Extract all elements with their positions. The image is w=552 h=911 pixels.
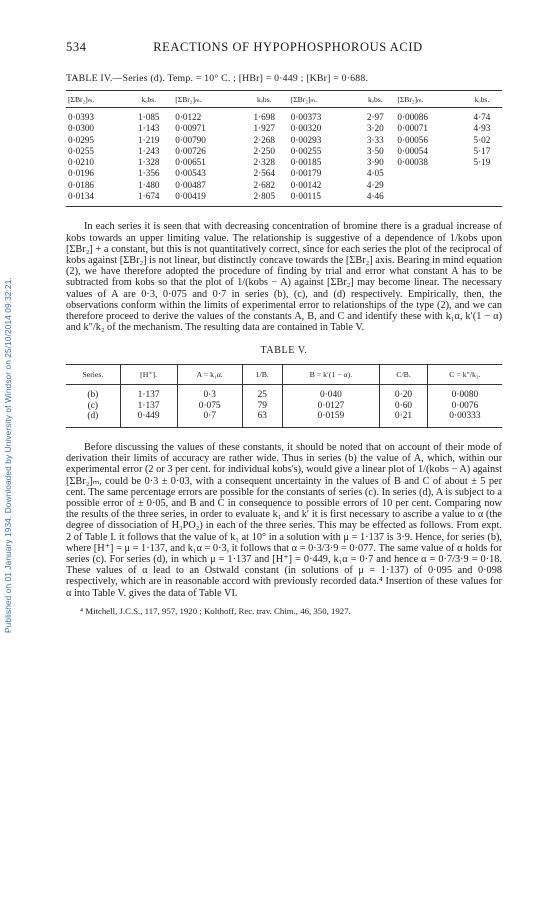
table-cell: 3·20 [366,123,384,134]
table-cell: 1·480 [138,179,160,190]
footnote: ⁴ Mitchell, J.C.S., 117, 957, 1920 ; Kolthoff, Rec. trav. Chim., 46, 350, 1927. [80,605,351,616]
table-cell: 0·0076 [427,401,502,412]
table-row [66,385,502,401]
table-cell: 1·085 [138,112,160,122]
table-cell: 0·00255 [290,145,322,156]
table-cell: 4·29 [366,179,384,190]
table-cell: 2·268 [253,134,275,145]
table-cell: 0·00971 [175,123,206,134]
table-cell: (b) [87,390,99,401]
page-content [66,40,502,616]
table-cell: 3·50 [366,145,384,156]
table-row [66,401,502,412]
table-cell: 0·075 [177,401,242,412]
table-cell: 0·00185 [290,157,322,168]
table-cell: 0·0295 [68,134,95,145]
table-cell: 1·698 [253,112,275,122]
table-cell: 0·3 [177,385,242,401]
table-cell: 0·00142 [290,179,322,190]
table-cell: 2·682 [253,179,275,190]
table-cell: 1·137 [120,401,177,412]
column-header: kₒbs. [462,91,502,108]
table-row [66,411,502,427]
column-header: kₒbs. [240,91,289,108]
table-cell: 4·93 [473,123,491,134]
table-cell: 0·00373 [290,112,322,122]
page-number: 534 [66,40,87,54]
body-paragraph-2: Before discussing the values of these constants, it should be noted that on account of their mode of derivation their limits of accuracy are rather wide. Thus in series (b) the value of A, which, within our experimental error (2 or 3 per cent. for individual kobs's), would give a linear plot of 1/(kobs − A) against [ΣBr₂]ₘ, could be 0·3 ± 0·03, with a consequent uncertainty in the values of B and C of about ± 5 per cent. The same percentage errors are possible for the constants of series (c). In series (d), A is subject to a possible error of ± 0·05, and B and C in consequence to possible errors of 10 per cent. Comparing now the results of the three series, in order to evaluate k₁ and k′ it is first necessary to ascribe a value to α (the degree of dissociation of H₃PO₂) in each of the three series. This may be effected as follows. From expt. 2 of Table I. it follows that the value of k₁ at 10° in a solution with μ = 1·137 is 3·9. Hence, for series (b), where [H⁺] = μ = 1·137, and k₁α = 0·3, it follows that α = 0·3/3·9 = 0·077. The same value of α holds for series (c). For series (d), in which μ = 1·137 and [H⁺] = 0·449, k₁α = 0·7 and hence α = 0·7/3·9 = 0·18. These values of α lead to an Ostwald constant (in solutions of μ = 1·137) of 0·095 and 0·098 respectively, which are in reasonable accord with previously recorded data.⁴ Insertion of these values for α into Table V. gives the data of Table VI. [66,441,502,599]
table-cell: 0·00071 [397,123,428,134]
table-row [66,146,502,157]
table-cell: 4·74 [473,112,491,122]
column-header: C/B. [380,365,428,385]
table-cell: 2·328 [253,157,275,168]
column-header: [ΣBr₂]ₘ. [289,91,356,108]
table-cell: 1·927 [253,123,275,134]
table-cell: 0·00333 [427,411,502,427]
table-row [66,180,502,191]
table-cell: 0·00419 [173,191,240,207]
column-header: C = k″/k₂. [427,365,502,385]
table-row [66,191,502,207]
table-cell: 2·805 [240,191,289,207]
table-cell: 79 [242,401,282,412]
table-cell: 1·243 [138,145,160,156]
table-cell: 0·00179 [290,168,322,179]
table-cell: 0·0080 [427,385,502,401]
body-paragraph-1: In each series it is seen that with decreasing concentration of bromine there is a gradual increase of kobs towards an upper limiting value. The relationship is suggestive of a dependence of 1/kobs upon [ΣBr₂] + a constant, but this is not quantitatively correct, since for each series the plot of the reciprocal of kobs against [ΣBr₂] is not linear, but distinctly concave towards the [ΣBr₂] axis. Bearing in mind equation (2), we have therefore adopted the procedure of finding by trial and error what constant A has to be subtracted from kobs so that the plot of 1/(kobs − A) against [ΣBr₂] may become linear. The necessary values of A are 0·3, 0·075 and 0·7 in series (b), (c), and (d) respectively. Empirically, then, the observations conform within the limits of experimental error to relationships of the type (2), and we can therefore proceed to derive the values of the constants A, B, and C and identify these with k₁α, k′(1 − α) and k″/k₂ of the mechanism. The resulting data are contained in Table V. [66,221,502,334]
table-cell: 0·0393 [68,112,95,122]
table-cell: 2·250 [253,145,275,156]
table-cell: 0·00086 [397,112,428,122]
table-cell: 1·356 [138,168,160,179]
table-cell: 0·21 [380,411,428,427]
table-cell: 25 [242,385,282,401]
table-iv-header-row [66,91,502,108]
table-cell [395,180,462,191]
table-cell: 2·564 [253,168,275,179]
table-cell: 0·00293 [290,134,322,145]
table-row [66,123,502,134]
table-row [66,108,502,124]
table-cell: 5·02 [473,134,491,145]
table-cell: 0·00487 [175,179,206,190]
table-cell: 0·0255 [68,145,95,156]
column-header: [ΣBr₂]ₘ. [173,91,240,108]
table-cell: 0·040 [282,385,380,401]
table-cell [462,168,502,179]
table-cell: 5·17 [473,145,491,156]
table-cell: 0·00115 [289,191,356,207]
column-header: B = k′(1 − α). [282,365,380,385]
table-row [66,157,502,168]
table-cell: 0·00790 [175,134,206,145]
table-cell: (c) [87,400,99,411]
table-cell: 0·00726 [175,145,206,156]
column-header: [ΣBr₂]ₘ. [395,91,462,108]
table-cell [395,168,462,179]
table-cell: 0·00056 [397,134,428,145]
table-cell [462,191,502,207]
column-header: kₒbs. [124,91,173,108]
table-cell: 0·00543 [175,168,206,179]
table-cell: 0·0210 [68,157,95,168]
table-iv-caption: TABLE IV.—Series (d). Temp. = 10° C. ; [HBr] = 0·449 ; [KBr] = 0·688. [66,73,369,84]
table-v [66,364,502,428]
table-cell: 0·0134 [66,191,124,207]
table-cell: 63 [242,411,282,427]
table-row [66,135,502,146]
table-cell: 2·97 [366,112,384,122]
table-cell: 1·674 [124,191,173,207]
column-header: [H⁺]. [120,365,177,385]
table-cell: (d) [66,411,120,427]
table-iv [66,90,502,207]
table-cell: 0·00651 [175,157,206,168]
running-header [66,40,502,55]
table-row [66,168,502,179]
table-cell: 0·449 [120,411,177,427]
table-cell: 5·19 [473,157,491,168]
table-cell: 3·33 [366,134,384,145]
table-cell: 0·0122 [175,112,202,122]
table-cell: 3·90 [366,157,384,168]
column-header: [ΣBr₂]ₘ. [66,91,124,108]
table-cell: 4·46 [355,191,395,207]
column-header: kₒbs. [355,91,395,108]
table-cell: 4·05 [366,168,384,179]
table-cell: 0·0127 [282,401,380,412]
table-cell [462,180,502,191]
table-cell: 0·00038 [397,157,428,168]
table-cell: 0·0159 [282,411,380,427]
column-header: Series. [66,365,120,385]
table-cell: 0·0186 [68,179,95,190]
table-cell: 0·7 [177,411,242,427]
table-cell: 0·60 [380,401,428,412]
table-cell: 1·219 [138,134,160,145]
table-cell: 0·0300 [68,123,95,134]
running-title: REACTIONS OF HYPOPHOSPHOROUS ACID [153,40,423,54]
table-v-title: TABLE V. [260,345,308,357]
table-cell [395,191,462,207]
table-cell: 0·00320 [290,123,322,134]
table-cell: 1·143 [138,123,160,134]
table-cell: 1·137 [120,385,177,401]
table-cell: 0·0196 [68,168,95,179]
column-header: A = k₁α. [177,365,242,385]
table-cell: 0·00054 [397,145,428,156]
column-header: 1/B. [242,365,282,385]
table-cell: 0·20 [380,385,428,401]
table-v-header-row [66,365,502,385]
table-cell: 1·328 [138,157,160,168]
download-notice: Published on 01 January 1934. Downloaded by University of Windsor on 25/10/2014 09:32:21. [3,277,13,633]
